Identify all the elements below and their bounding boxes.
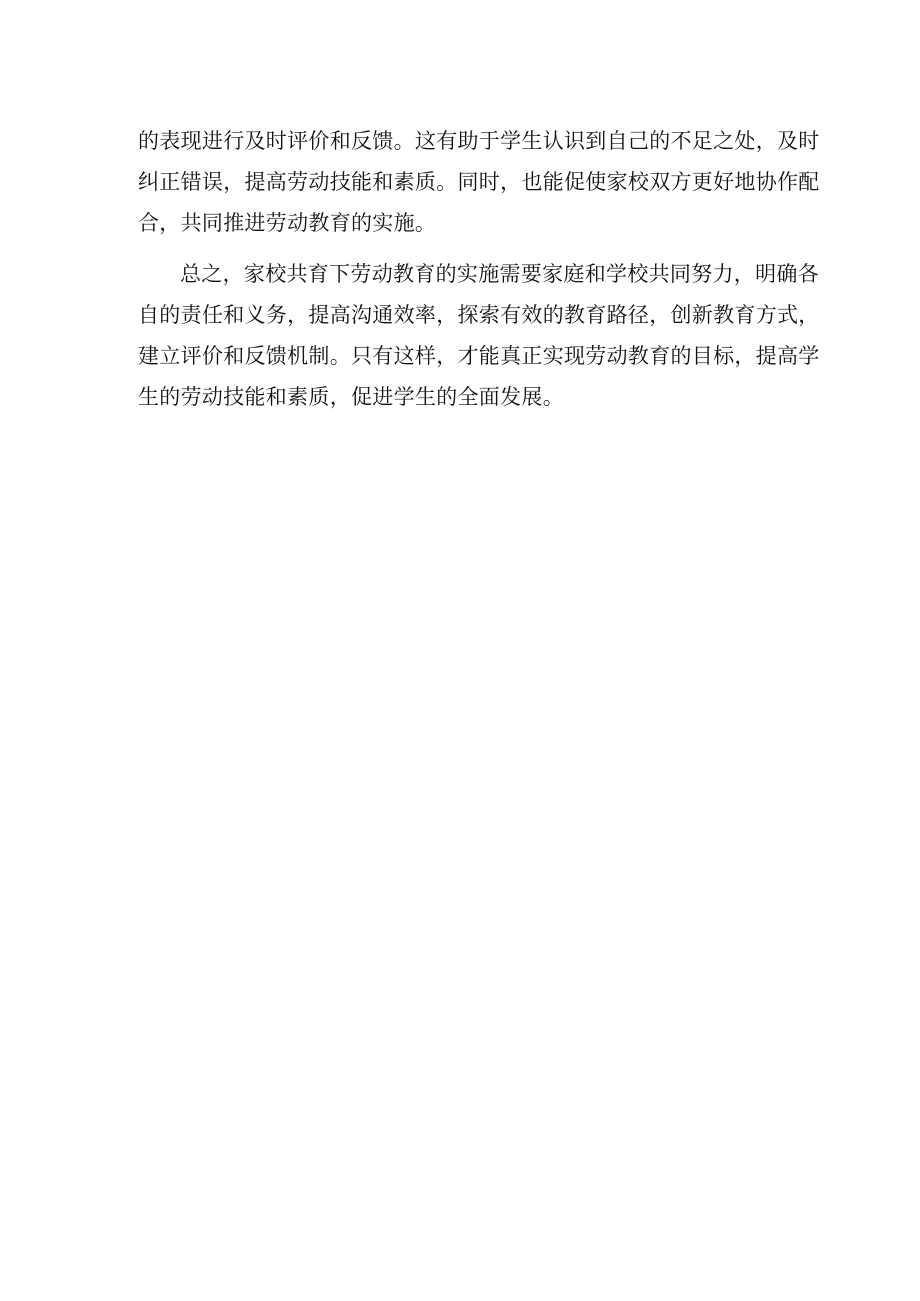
paragraph-line: 纠正错误，提高劳动技能和素质。同时，也能促使家校双方更好地协作配	[138, 170, 820, 194]
paragraph-line: 生的劳动技能和素质，促进学生的全面发展。	[138, 385, 564, 409]
paragraph-line: 总之，家校共育下劳动教育的实施需要家庭和学校共同努力，明确各	[180, 262, 819, 286]
paragraph-line: 合，共同推进劳动教育的实施。	[138, 211, 437, 235]
paragraph-line: 建立评价和反馈机制。只有这样，才能真正实现劳动教育的目标，提高学	[138, 344, 820, 368]
body-text	[138, 121, 820, 418]
paragraph-line: 自的责任和义务，提高沟通效率，探索有效的教育路径，创新教育方式，	[138, 303, 820, 327]
paragraph-line: 的表现进行及时评价和反馈。这有助于学生认识到自己的不足之处，及时	[138, 129, 820, 153]
paragraph-spacing	[138, 244, 786, 254]
paragraph-2	[138, 254, 820, 418]
paragraph-1	[138, 121, 820, 244]
